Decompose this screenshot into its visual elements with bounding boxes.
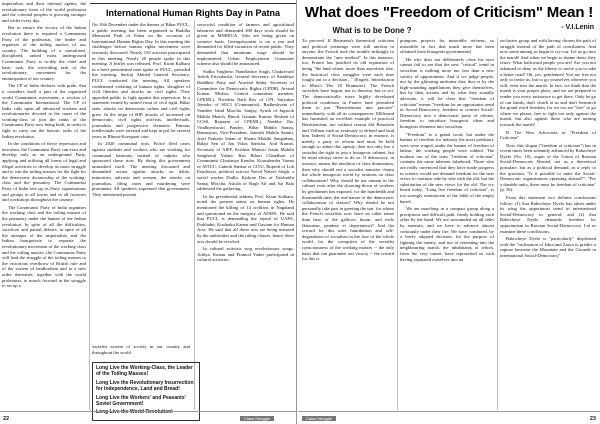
paragraph: To proceed. If Bernstein's theoretical criticism and political yearnings were still unclear to anyone, the French took the trouble strikingly to demonstrate the "new method". In this instance, too, France has justified its old reputation of being "the land where, more than anywhere else, the historical class struggles were each time fought out to a decision..." (Engels, Introduction to Marx's Der 18 Brumaire). The French socialists have begun, not to theorise, but to act. The democratically more highly developed political conditions in France have permitted them to put "Bernsteinism into practice" immediately, with all its consequences. Millerand has furnished an excellent example of practical Bernsteinism; not without reason did Bernstein and Vollmar rush so zealously to defend and laud him. Indeed, if Social-Democracy, in essence, is merely a party of reform and must be bold enough to admit this openly, then not only has a socialist the right to join a bourgeois cabinet, but he must always strive to do so. If democracy, in essence, means the abolition of class domination, then why should not a socialist minister charm the whole bourgeois world by orations on class collaboration? Why should he not remain in the cabinet even after the shooting-down of workers by gendarmes has exposed, for the hundredth and thousandth time, the real nature of the democratic collaboration of classes? Why should he not personally take part in greeting the tsar, for whom the French socialists now have no other name than hero of the gallows, knout, and exile (knouteur, pendeur et deportateur)? And the reward for this utter humiliation and self-degradation of socialism in the face of the whole world, for the corruption of the socialist consciousness of the working masses -- the only basis that can guarantee our victory -- the reward for this is <box>302 38 394 262</box>
right-column-2 <box>400 38 494 410</box>
paragraph: On 10th December under the banner of Bihar PUCL, a public meeting has been organized at Buddha Memorial Park of Patna on the occasion of International Human Rights Day. In this meeting the challenges before human rights movement were seriously discussed. Nearly 150 activists participated in this meeting. Nearly 20 people spoke in this meeting. A leaflet was released. Prof. Kiran Kalhara in a brief presidential note spoke of PUCL, presided the meeting. Sarfraj Ahmed General Secretary, PUCL conducted the meeting. All speakers condemned violating of human rights, slaughter of civil liberties and attacks on civil rights. They appealed public to fight against this repression. In a statement issued by united front of civil right, Bihar state, attacks on democratic values and civil rights grew. In the reign of BJP, attacks of increased on democratic, civil rights activists, intellectuals, journalists and progressive elements. Famous intellectuals were arrested and kept in jail for several years in Bhima-Koregaon case. <box>92 22 190 139</box>
paragraph: B. The New Advocates of "Freedom of Criticism" <box>500 129 596 141</box>
column-divider <box>194 20 195 410</box>
paragraph: imperialists and their infernal agents, the revolutionary front of the world proletariat and the colonial peoples is growing stronger and wider every day. <box>2 1 86 23</box>
paragraph: Sudha Varghese, Nandkishor Singh, Chakravarti Ashok Priyadarshi, General Secretary of Sambhav Buddhist Party and Aravind Sinha, Secretary of Committee for Democratic Rights (CPDR), Arvind Kumar Mishra, Central committee member, CPI(ML), Nivedita Nath Roy of CPI, Suryakar Jitendra of SUCI (Communist), Radheshyam of Vanshee Jahid Morcha, Sanjay, Ayush of Jagrook Mahila Manch, Binod, Gautam Kumar, Reshmi of CCSS, Rajaram of CPI(ML), Navbha Jha, Vindhyeshwari Pandey, Bihar Mahila Samaj, Ramnayan, Vice-President, Janvadi Mahila Samiti, Jyoti Prakash Jaitan of Shram Mukthi Sangathan, Balaji Sen of Jan Vikas Sanstha, Anil Kumar, Secretary of AIPF, Krishna Manvai Jasuti Mukthi Sangharsh Vahini, Rao Bihari Chaudhari of Communist Chaitanya Kendra, Kousalendra Varma of AITUC, Ganesh Sankar of CITU, Rupesh of Lok Panchayat, political activist Navid Nafees Singh, a social worker Daillu, Kishore Das of Vaishnithi Samaj Morcha, Ashish of Bagh Ali and Sai Bala addressed the gathering. <box>197 68 294 192</box>
paragraph: He who does not deliberately close his eyes cannot fail to see that the new "critical" trend in socialism is nothing more nor less than a new variety of opportunism. And if we judge people, not by the glittering uniforms they don or by the high-sounding appellations they give themselves, but by their actions and by what they actually advocate, it will be clear that "freedom of criticism" means "freedom for an opportunist trend in Social-Democracy, freedom to convert Social-Democracy into a democratic party of reform, freedom to introduce bourgeois ideas and bourgeois elements into socialism. <box>400 56 494 129</box>
right-headline: What does "Freedom of Criticism" Mean ! <box>304 4 594 21</box>
box-tail-text: socialist system of society in our country and throughout the world. <box>92 344 190 355</box>
left-footer-label: Class Struggle <box>240 416 274 421</box>
right-page-number: 23 <box>589 416 596 422</box>
right-subheading: What is to be Done ? <box>332 26 412 35</box>
paragraph: The CP of India declares with pride, that it considers itself a part of the organised world Communist movement, a section of the Communist International. The CP of India calls upon all advanced workers and revolutionaries devoted to the cause of the working-class to join the ranks of the Communist Party now being built, in order to fight to carry out the historic tasks of the Indian revolution. <box>2 83 86 139</box>
right-page <box>298 0 600 424</box>
paragraph: In cultural activists sing revolutionary songs. Aditya, Kumar and Pramod Yadav participated in cultural activities. <box>197 246 294 263</box>
column-divider <box>497 38 498 410</box>
right-footer <box>298 411 600 422</box>
top-rule <box>90 3 296 6</box>
left-headline: International Human Rights Day in Patna <box>105 8 281 18</box>
column-divider <box>397 38 398 410</box>
right-footer-label: Class Struggle <box>302 416 336 421</box>
right-author: - V.I.Lenin <box>561 24 594 31</box>
paragraph: In his presidential address Prof. Kiran Kalhara, noted the present status on human rights. He mentioned the killing of 14 civilians in Nagaland and questioned on the integrity of AFSPA. He said that PUCL is demanding the repeal of UAPA, Prahladin, Kisdonka Kamar and Gaytam for Human Acts. He said that all these acts are being misused by the authorities and the ruling classes, hence these acts should be revoked. <box>197 193 294 244</box>
left-page <box>0 0 297 424</box>
left-column-2 <box>92 22 190 360</box>
paragraph: We are marching in a compact group along a precipitous and difficult path, firmly holding each other by the hand. We are surrounded on all sides by enemies, and we have to advance almost constantly under their fire. We have combined, by a freely adopted decision, for the purpose of fighting the enemy, and not of retreating into the neighbouring marsh, the inhabitants of which, from the very outset, have reproached us with having separated ourselves into an <box>400 206 494 262</box>
paragraph: But to ensure the victory of the Indian revolution there is required a Communist Party of the proletariat, the leader and organiser of the toiling masses of our country. The building of a centralised, disciplined, united mass underground Communist Party is to-day the chief and basic task, the overriding task of the revolutionary movement for the emancipation of our country. <box>2 25 86 81</box>
slogan-line: Long Live the Working-Class, the Leader of the Toiling Masses! <box>96 365 193 378</box>
left-footer <box>0 411 296 422</box>
column-divider <box>89 20 90 410</box>
paragraph: Now, this slogan ("freedom of criticism") has in recent times been solemnly advanced by Rabocheye Dyelo (No. 10), organ of the Union of Russian Social-Democrats Abroad, not as a theoretical postulate, but as a political demand, as a reply to the question, "Is it possible to unite the Social-Democratic organisations operating abroad?": "For a durable unity, there must be freedom of criticism" (p. 36). <box>500 142 596 193</box>
paragraph: "Freedom" is a grand word, but under the banner of freedom for industry the most predatory wars were waged, under the banner of freedom of labour, the working people were robbed. The modern use of the term "freedom of criticism" contains the same inherent falsehood. Those who are really convinced that they have made progress in science would not demand freedom for the new views to continue side by side with the old, but the substitution of the new views for the old. The cry heard today, "Long live freedom of criticism", is too strongly reminiscent of the fable of the empty barrel. <box>400 131 494 204</box>
paragraph: The Communist Party of India organises the working class and the toiling masses of the peasantry under the banner of the Indian revolution. In spite of all the difficulties, sacrifices and partial defeats, in spite of all the attempts of the imperialists and the Indian bourgeoisie to separate the revolutionary movement of the working class and the toiling masses, the Communist Party will lead the struggle of the toiling masses to the victorious overthrow of British rule and of the system of landlordism and to a new order thereafter, together with the world proletariat, to march forward in the struggle to set up a <box>2 204 86 289</box>
right-column-3 <box>500 38 596 410</box>
paragraph: exclusive group and with having chosen the path of struggle instead of the path of conciliation. And now some among us begin to cry out: Let us go into the marsh! And when we begin to shame them, they retort: What backward people you are! Are you not ashamed to deny us the liberty to invite you to take a better road! Oh, yes, gentlemen! You are free not only to invite us, but to go yourselves wherever you will, even into the marsh. In fact, we think that the marsh is your proper place, and we are prepared to render you every assistance to get there. Only let go of our hands, don't clutch at us and don't besmirch the grand word freedom, for we too are "free" to go where we please, free to fight not only against the marsh, but also against those who are turning towards the marsh! <box>500 38 596 127</box>
left-column-3 <box>197 22 294 410</box>
paragraph: From this statement two definite conclusions follow: (1) that Rabocheye Dyelo has taken under its wing the opportunist trend in international Social-Democracy in general; and (2) that Rabocheye Dyelo demands freedom for opportunism in Russian Social-Democracy. Let us examine these conclusions. <box>500 195 596 234</box>
paragraph: In 2020 communal riots, Police filed cases against students and workers who are working for communal harmony instead of culprits who sponsored those riots. By doing this government unmasked itself. The meeting discussed and demanded action against attacks on dalits, minorities, adivasis and women, the attacks on journalists, filing cases and murdering were prominent. All speakers expressed that government. They mentioned present <box>92 141 190 197</box>
slogan-line: Long Live the World Revolution! <box>96 409 173 416</box>
paragraph: pompous projects for miserable reforms, so miserable in fact that much more has been obtained from bourgeois governments! <box>400 38 494 55</box>
paragraph: In the conditions of fierce repression and terrorism, the Communist Party can exist and develop only as an underground Party, applying and utilising all forms of legal and illegal activities to develop its mass struggle and to win the toiling masses for the fight for the democratic dictatorship of the working-class and the peasantry. The Communist Party of India sets up its Party organisations and groups in all towns and in all factories and workshops throughout the country. <box>2 141 86 203</box>
paragraph: Rabocheye Dyelo is "particularly" displeased with the "inclination of Iskra and Zarya to predict a rupture between the Mountain and the Gironde in international Social-Democracy" <box>500 236 596 258</box>
slogan-line: Long Live the Workers' and Peasants' Soviet Government! <box>96 394 186 408</box>
left-page-number: 22 <box>3 416 10 422</box>
slogan-line: Long Live the Revolutionary Insurrection for Independence, Land and Bread! <box>96 379 194 393</box>
box-lead-text <box>92 344 190 358</box>
left-column-1 <box>2 1 86 409</box>
right-column-1 <box>302 38 394 410</box>
paragraph: sorrowful condition of farmers and agricultural labourers and demanded 200 days work should be given in MNREGA. Jobs are being given on contract basis. Unemployment is on a rise and demanded for filled vacancies of recent public. They demanded that minimum wage should be implemented. Urban Employment Guarantee scheme also should be announced. <box>197 22 294 67</box>
